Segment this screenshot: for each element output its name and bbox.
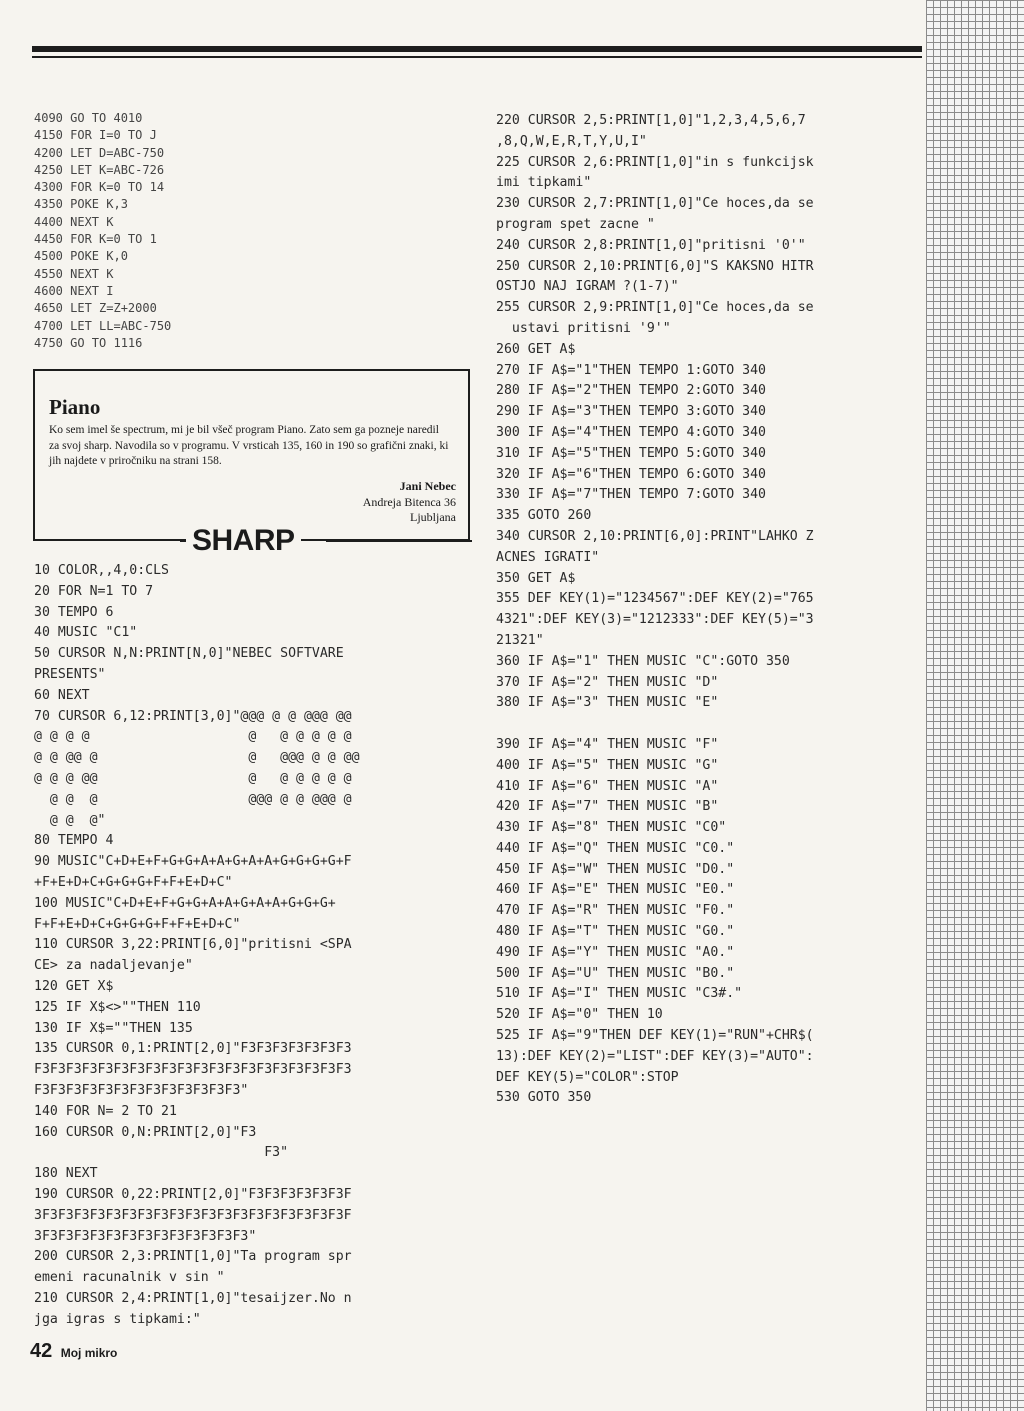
code-line: 21321" bbox=[496, 632, 544, 648]
code-line: program spet zacne " bbox=[496, 216, 655, 232]
code-line: 4700 LET LL=ABC-750 bbox=[34, 318, 172, 333]
code-line: DEF KEY(5)="COLOR":STOP bbox=[496, 1069, 679, 1085]
code-line: 10 COLOR,,4,0:CLS bbox=[34, 563, 169, 578]
code-line: 460 IF A$="E" THEN MUSIC "E0." bbox=[496, 882, 735, 898]
code-line: 255 CURSOR 2,9:PRINT[1,0]"Ce hoces,da se bbox=[496, 300, 814, 316]
code-listing-right bbox=[496, 111, 814, 1109]
code-line: 13):DEF KEY(2)="LIST":DEF KEY(3)="AUTO": bbox=[496, 1048, 814, 1064]
code-line: imi tipkami" bbox=[496, 175, 592, 191]
code-line: 300 IF A$="4"THEN TEMPO 4:GOTO 340 bbox=[496, 424, 766, 440]
code-line: 20 FOR N=1 TO 7 bbox=[34, 583, 154, 599]
code-line: 360 IF A$="1" THEN MUSIC "C":GOTO 350 bbox=[496, 653, 790, 669]
code-line: 340 CURSOR 2,10:PRINT[6,0]:PRINT"LAHKO Z bbox=[496, 528, 814, 544]
code-line: 500 IF A$="U" THEN MUSIC "B0." bbox=[496, 965, 735, 981]
code-line: 4400 NEXT K bbox=[34, 214, 114, 229]
code-line: emeni racunalnik v sin " bbox=[34, 1270, 225, 1286]
code-line: 4500 POKE K,0 bbox=[34, 249, 128, 264]
code-line: 4250 LET K=ABC-726 bbox=[34, 162, 165, 177]
code-line: ustavi pritisni '9'" bbox=[496, 320, 671, 336]
author-name: Jani Nebec bbox=[399, 479, 456, 493]
code-line: 160 CURSOR 0,N:PRINT[2,0]"F3 bbox=[34, 1124, 257, 1140]
code-line: 270 IF A$="1"THEN TEMPO 1:GOTO 340 bbox=[496, 362, 766, 378]
code-line: 50 CURSOR N,N:PRINT[N,0]"NEBEC SOFTVARE bbox=[34, 646, 344, 662]
code-line: 350 GET A$ bbox=[496, 570, 576, 586]
code-line: 225 CURSOR 2,6:PRINT[1,0]"in s funkcijsk bbox=[496, 154, 814, 170]
code-line: 230 CURSOR 2,7:PRINT[1,0]"Ce hoces,da se bbox=[496, 196, 814, 212]
code-line: 60 NEXT bbox=[34, 687, 90, 703]
code-line: 3F3F3F3F3F3F3F3F3F3F3F3F3F3" bbox=[34, 1228, 257, 1244]
code-line: F3F3F3F3F3F3F3F3F3F3F3F3F3" bbox=[34, 1082, 249, 1098]
code-line: 250 CURSOR 2,10:PRINT[6,0]"S KAKSNO HITR bbox=[496, 258, 814, 274]
code-line: CE> za nadaljevanje" bbox=[34, 958, 193, 974]
code-line: 30 TEMPO 6 bbox=[34, 604, 114, 620]
code-line: 420 IF A$="7" THEN MUSIC "B" bbox=[496, 799, 719, 815]
article-signature bbox=[363, 479, 456, 526]
code-line: 4650 LET Z=Z+2000 bbox=[34, 301, 157, 316]
author-address-city: Ljubljana bbox=[410, 510, 456, 524]
code-line: 530 GOTO 350 bbox=[496, 1090, 592, 1106]
code-line: 520 IF A$="0" THEN 10 bbox=[496, 1007, 663, 1023]
code-line: 4750 GO TO 1116 bbox=[34, 335, 143, 350]
code-line: 90 MUSIC"C+D+E+F+G+G+A+A+G+A+A+G+G+G+G+F bbox=[34, 854, 352, 870]
code-line: 40 MUSIC "C1" bbox=[34, 625, 138, 641]
code-line: ACNES IGRATI" bbox=[496, 549, 600, 565]
graph-paper-margin bbox=[926, 0, 1024, 1411]
code-line: 260 GET A$ bbox=[496, 341, 576, 357]
code-line: 490 IF A$="Y" THEN MUSIC "A0." bbox=[496, 944, 735, 960]
code-line: ,8,Q,W,E,R,T,Y,U,I" bbox=[496, 133, 647, 149]
logo-rule-right bbox=[326, 540, 472, 542]
code-line: 380 IF A$="3" THEN MUSIC "E" bbox=[496, 695, 719, 711]
header-rule-thin bbox=[32, 56, 922, 58]
code-line: 100 MUSIC"C+D+E+F+G+G+A+A+G+A+A+G+G+G+ bbox=[34, 895, 336, 911]
code-line: 130 IF X$=""THEN 135 bbox=[34, 1020, 193, 1036]
code-line: 4321":DEF KEY(3)="1212333":DEF KEY(5)="3 bbox=[496, 612, 814, 628]
code-line: 4200 LET D=ABC-750 bbox=[34, 145, 165, 160]
code-line: 4450 FOR K=0 TO 1 bbox=[34, 232, 157, 247]
magazine-name: Moj mikro bbox=[60, 1346, 118, 1360]
code-line: 335 GOTO 260 bbox=[496, 508, 592, 524]
code-line: @ @ @ @@@ @ @ @@@ @ bbox=[34, 791, 352, 807]
code-line: 240 CURSOR 2,8:PRINT[1,0]"pritisni '0'" bbox=[496, 237, 806, 253]
header-rule-thick bbox=[32, 46, 922, 52]
code-listing-spectrum bbox=[34, 110, 171, 352]
code-listing-left bbox=[34, 561, 360, 1330]
code-line: 290 IF A$="3"THEN TEMPO 3:GOTO 340 bbox=[496, 404, 766, 420]
code-line: 400 IF A$="5" THEN MUSIC "G" bbox=[496, 757, 719, 773]
code-line: 180 NEXT bbox=[34, 1166, 98, 1182]
code-line: 410 IF A$="6" THEN MUSIC "A" bbox=[496, 778, 719, 794]
code-line: 525 IF A$="9"THEN DEF KEY(1)="RUN"+CHR$( bbox=[496, 1028, 814, 1044]
code-line bbox=[496, 714, 814, 735]
code-line: 310 IF A$="5"THEN TEMPO 5:GOTO 340 bbox=[496, 445, 766, 461]
code-line: 330 IF A$="7"THEN TEMPO 7:GOTO 340 bbox=[496, 487, 766, 503]
page-number: 42 bbox=[30, 1340, 53, 1362]
code-line: F3" bbox=[34, 1145, 289, 1161]
code-line: 210 CURSOR 2,4:PRINT[1,0]"tesaijzer.No n bbox=[34, 1290, 352, 1306]
code-line: 4600 NEXT I bbox=[34, 283, 114, 298]
code-line: @ @ @@ @ @ @@@ @ @ @@ bbox=[34, 750, 360, 766]
article-box bbox=[33, 369, 470, 541]
code-line: 280 IF A$="2"THEN TEMPO 2:GOTO 340 bbox=[496, 383, 766, 399]
code-line: 470 IF A$="R" THEN MUSIC "F0." bbox=[496, 903, 735, 919]
page-footer bbox=[30, 1340, 117, 1363]
code-line: 80 TEMPO 4 bbox=[34, 833, 114, 849]
code-line: 440 IF A$="Q" THEN MUSIC "C0." bbox=[496, 840, 735, 856]
code-line: 120 GET X$ bbox=[34, 978, 114, 994]
author-address-street: Andreja Bitenca 36 bbox=[362, 494, 456, 509]
code-line: 510 IF A$="I" THEN MUSIC "C3#." bbox=[496, 986, 743, 1002]
code-line: 70 CURSOR 6,12:PRINT[3,0]"@@@ @ @ @@@ @@ bbox=[34, 708, 352, 724]
code-line: @ @ @ @ @ @ @ @ @ @ bbox=[34, 729, 352, 745]
code-line: 110 CURSOR 3,22:PRINT[6,0]"pritisni <SPA bbox=[34, 937, 352, 953]
code-line: @ @ @" bbox=[34, 812, 106, 828]
code-line: 125 IF X$<>""THEN 110 bbox=[34, 999, 201, 1015]
article-title: Piano bbox=[49, 395, 101, 419]
code-line: OSTJO NAJ IGRAM ?(1-7)" bbox=[496, 279, 679, 295]
code-line: +F+E+D+C+G+G+G+F+F+E+D+C" bbox=[34, 874, 233, 890]
code-line: 140 FOR N= 2 TO 21 bbox=[34, 1103, 177, 1119]
code-line: 4150 FOR I=0 TO J bbox=[34, 128, 157, 143]
code-line: 355 DEF KEY(1)="1234567":DEF KEY(2)="765 bbox=[496, 591, 814, 607]
code-line: 390 IF A$="4" THEN MUSIC "F" bbox=[496, 736, 719, 752]
code-line: 4550 NEXT K bbox=[34, 266, 114, 281]
code-line: PRESENTS" bbox=[34, 666, 106, 682]
code-line: 135 CURSOR 0,1:PRINT[2,0]"F3F3F3F3F3F3F3 bbox=[34, 1041, 352, 1057]
code-line: 320 IF A$="6"THEN TEMPO 6:GOTO 340 bbox=[496, 466, 766, 482]
code-line: 4090 GO TO 4010 bbox=[34, 111, 143, 125]
code-line: 430 IF A$="8" THEN MUSIC "C0" bbox=[496, 820, 727, 836]
code-line: 200 CURSOR 2,3:PRINT[1,0]"Ta program spr bbox=[34, 1249, 352, 1265]
code-line: jga igras s tipkami:" bbox=[34, 1311, 201, 1327]
article-body: Ko sem imel še spectrum, mi je bil všeč program Piano. Zato sem ga pozneje naredil za svoj sharp. Navodila so v programu. V vrsticah 135, 160 in 190 so grafični znaki, ki jih najdete v priročniku na strani 158. bbox=[49, 424, 449, 467]
code-line: 480 IF A$="T" THEN MUSIC "G0." bbox=[496, 924, 735, 940]
code-line: 190 CURSOR 0,22:PRINT[2,0]"F3F3F3F3F3F3F bbox=[34, 1186, 352, 1202]
code-line: 220 CURSOR 2,5:PRINT[1,0]"1,2,3,4,5,6,7 bbox=[496, 113, 806, 128]
code-line: 4300 FOR K=0 TO 14 bbox=[34, 180, 165, 195]
code-line: F+F+E+D+C+G+G+G+F+F+E+D+C" bbox=[34, 916, 241, 932]
code-line: @ @ @ @@ @ @ @ @ @ @ bbox=[34, 770, 352, 786]
sharp-logo: SHARP bbox=[186, 524, 301, 558]
code-line: 450 IF A$="W" THEN MUSIC "D0." bbox=[496, 861, 735, 877]
code-line: 370 IF A$="2" THEN MUSIC "D" bbox=[496, 674, 719, 690]
code-line: F3F3F3F3F3F3F3F3F3F3F3F3F3F3F3F3F3F3F3F3 bbox=[34, 1062, 352, 1078]
code-line: 4350 POKE K,3 bbox=[34, 197, 128, 212]
code-line: 3F3F3F3F3F3F3F3F3F3F3F3F3F3F3F3F3F3F3F3F bbox=[34, 1207, 352, 1223]
